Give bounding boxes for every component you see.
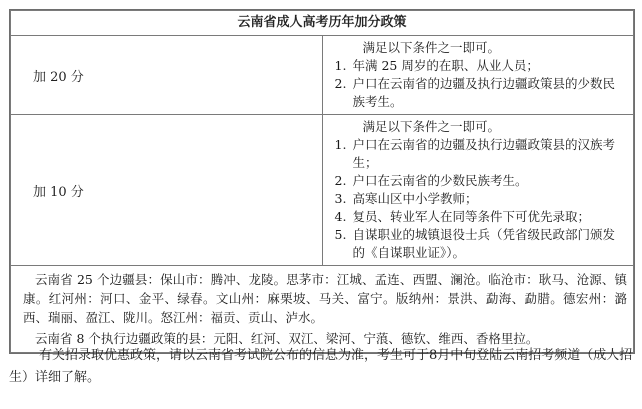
table-title: 云南省成人高考历年加分政策 [11, 11, 634, 36]
footer-paragraph: 有关招录取优惠政策，请以云南省考试院公布的信息为准，考生可于8月中旬登陆云南招考频道（成人招生）详细了解。 [9, 348, 633, 385]
condition-text: 户口在云南省的边疆及执行边疆政策县的少数民族考生。 [352, 76, 616, 109]
condition-text: 自谋职业的城镇退役士兵（凭省级民政部门颁发的《自谋职业证》）。 [352, 227, 616, 260]
row-label: 加 20 分 [11, 36, 323, 115]
condition-text: 年满 25 周岁的在职、从业人员； [352, 58, 539, 73]
condition-item [335, 57, 628, 75]
border-counties-note: 云南省 25 个边疆县：保山市：腾冲、龙陵。思茅市：江城、孟连、西盟、澜沧。临沧市：耿马、沧源、镇康。红河州：河口、金平、绿春。文山州：麻栗坡、马关、富宁。版纳州：景洪、勐海、勐腊。德宏州：潞西、瑞丽、盈江、陇川。怒江州：福贡、贡山、泸水。 [23, 272, 627, 325]
condition-item [335, 208, 628, 226]
row-label: 加 10 分 [11, 115, 323, 266]
condition-number: 1. [334, 137, 347, 152]
condition-number: 3. [334, 191, 347, 206]
border-policy-counties-note: 云南省 8 个执行边疆政策的县：元阳、红河、双江、梁河、宁蒗、德钦、维西、香格里拉。 [35, 331, 539, 346]
condition-item [335, 172, 628, 190]
condition-item [335, 226, 628, 262]
condition-number: 5. [334, 227, 347, 242]
condition-number: 1. [334, 58, 347, 73]
policy-table-container [9, 9, 635, 354]
conditions-intro: 满足以下条件之一即可。 [362, 40, 501, 55]
condition-item [335, 190, 628, 208]
table-row-notes [11, 266, 634, 353]
table-row-10-points [11, 115, 634, 266]
notes-cell [11, 266, 634, 353]
condition-item [335, 75, 628, 111]
table-row-20-points [11, 36, 634, 115]
conditions-cell [322, 36, 634, 115]
condition-number: 4. [334, 209, 347, 224]
condition-text: 高寒山区中小学教师； [352, 191, 478, 206]
condition-text: 户口在云南省的边疆及执行边疆政策县的汉族考生； [352, 137, 616, 170]
condition-number: 2. [334, 76, 347, 91]
condition-text: 户口在云南省的少数民族考生。 [352, 173, 528, 188]
condition-text: 复员、转业军人在同等条件下可优先录取； [352, 209, 591, 224]
conditions-intro: 满足以下条件之一即可。 [362, 119, 501, 134]
bonus-points-table [10, 10, 634, 353]
condition-number: 2. [334, 173, 347, 188]
conditions-cell [322, 115, 634, 266]
condition-item [335, 136, 628, 172]
